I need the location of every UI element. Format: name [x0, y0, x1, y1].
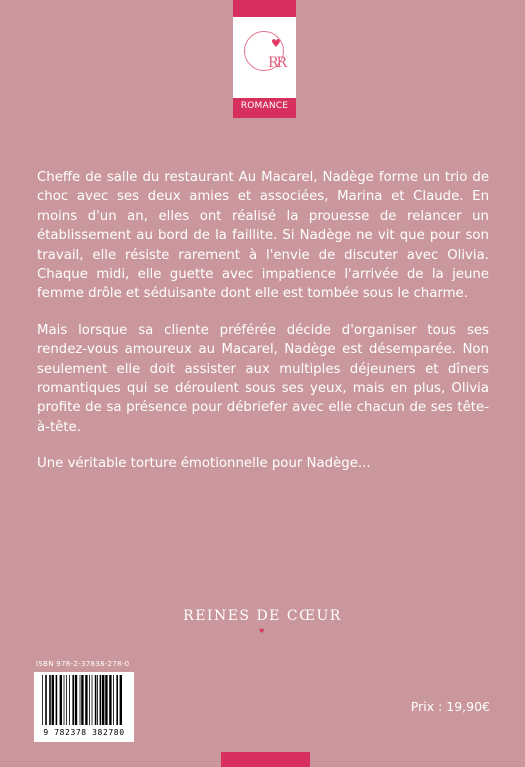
- barcode-bar: [92, 675, 93, 725]
- barcode-bar: [52, 675, 54, 725]
- isbn-text: ISBN 978-2-37838-278-0: [36, 660, 130, 668]
- series-title: REINES DE CŒUR: [183, 608, 342, 624]
- barcode-bar: [69, 675, 70, 725]
- barcode-bar: [85, 675, 87, 725]
- barcode-bar: [60, 675, 62, 725]
- barcode: [34, 672, 134, 742]
- imprint-label: ROMANCE: [240, 101, 289, 111]
- barcode-bar: [97, 675, 98, 725]
- blurb-paragraph: Mais lorsque sa cliente préférée décide d'organiser tous ses rendez-vous amoureux au Macarel, Nadège est désemparée. Non seulement elle doit assister aux multiples déjeuners et dîners romantiques qui se déroulent sous ses yeux, mais en plus, Olivia profite de sa présence pour débriefer avec elle chacun de ses tête-à-tête.: [37, 322, 489, 435]
- heart-icon: ♥: [271, 37, 281, 50]
- barcode-bar: [95, 675, 97, 725]
- blurb-paragraph: Une véritable torture émotionnelle pour Nadège...: [37, 456, 371, 472]
- barcode-bar: [72, 675, 74, 725]
- barcode-bar: [66, 675, 67, 725]
- small-heart-icon: ♥: [259, 628, 265, 635]
- barcode-bar: [120, 675, 122, 725]
- barcode-bar: [80, 675, 81, 725]
- barcode-bar: [116, 675, 118, 725]
- barcode-bar: [64, 675, 65, 725]
- barcode-bar: [49, 675, 51, 725]
- barcode-bar: [75, 675, 77, 725]
- barcode-bar: [89, 675, 90, 725]
- logo-letters: RR: [267, 55, 286, 71]
- barcode-bar: [102, 675, 104, 725]
- barcode-bars: [40, 675, 128, 727]
- barcode-bar: [56, 675, 58, 725]
- logo-circle: [244, 31, 284, 71]
- barcode-digits: 9 782378 382780: [43, 728, 125, 737]
- barcode-bar: [42, 675, 43, 725]
- barcode-bar: [105, 675, 107, 725]
- price-label: Prix : 19,90€: [410, 699, 490, 714]
- barcode-bar: [109, 675, 111, 725]
- publisher-logo: [233, 17, 296, 98]
- barcode-bar: [113, 675, 114, 725]
- blurb-paragraph: Cheffe de salle du restaurant Au Macarel, Nadège forme un trio de choc avec ses deux amies et associées, Marina et Claude. En moins d'un an, elles ont réalisé la prouesse de relancer un établissement au bord de la faillite. Si Nadège ne vit que pour son travail, elle résiste rarement à l'envie de discuter avec Olivia. Chaque midi, elle guette avec impatience l'arrivée de la jeune femme drôle et séduisante dont elle est tombée sous le charme.: [37, 170, 489, 302]
- bottom-accent-band: [221, 752, 310, 767]
- barcode-bar: [81, 675, 83, 725]
- back-cover-blurb: [37, 168, 489, 491]
- barcode-bar: [100, 675, 102, 725]
- barcode-bar: [45, 675, 47, 725]
